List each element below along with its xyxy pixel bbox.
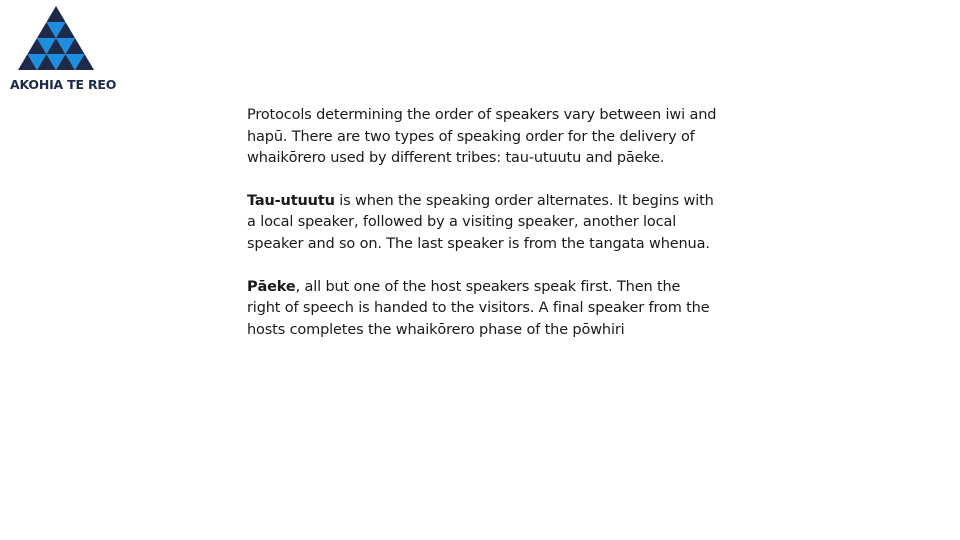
paragraph-paeke [247,277,717,342]
text-content [247,105,717,362]
logo [8,6,117,94]
term-tau-utuutu: Tau-utuutu [247,192,335,209]
paragraph-intro: Protocols determining the order of speakers vary between iwi and hapū. There are two types of speaking order for the delivery of whaikōrero used by different tribes: tau-utuutu and pāeke. [247,107,717,167]
term-paeke: Pāeke [247,278,296,295]
pyramid-triangle-icon [16,6,96,72]
paragraph-tau-utuutu [247,191,717,256]
tau-utuutu-description: is when the speaking order alternates. It begins with a local speaker, followed by a visiting speaker, another local speaker and so on. The last speaker is from the tangata whenua. [247,192,714,252]
logo-text: AKOHIA TE REO [10,77,117,92]
paeke-description: , all but one of the host speakers speak first. Then the right of speech is handed to the visitors. A final speaker from the hosts completes the whaikōrero phase of the pōwhiri [247,278,710,338]
